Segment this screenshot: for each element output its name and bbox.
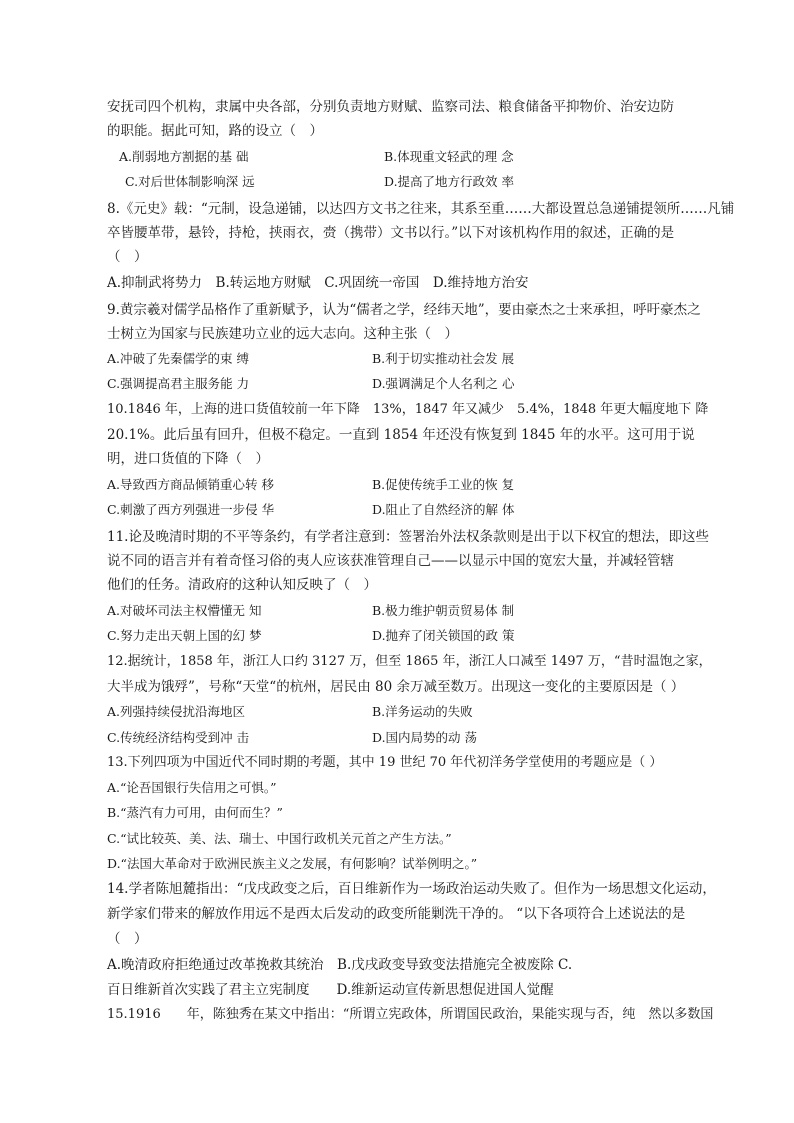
option-a: A.冲破了先秦儒学的束 缚 <box>107 351 249 366</box>
option-a: A.对破坏司法主权懵懂无 知 <box>107 603 262 618</box>
option-c: C.刺激了西方列强进一步侵 华 <box>107 502 275 517</box>
option-a: A.列强持续侵扰沿海地区 <box>107 704 246 719</box>
option-b: B.促使传统手工业的恢 复 <box>372 477 515 492</box>
option-a: A.导致西方商品倾销重心转 移 <box>107 477 274 492</box>
option-b: B.“蒸汽有力可用，由何而生？” <box>107 805 283 820</box>
question-8: 8.《元史》载：“元制，设急递铺，以达四方文书之往来，其系至重……大都设置总急递铺提领所……凡铺 <box>107 201 735 217</box>
text-line: 的职能。据此可知，路的设立（ ） <box>107 123 323 139</box>
option-c: C.“试比较英、美、法、瑞士、中国行政机关元首之产生方法。” <box>107 831 452 846</box>
options-row: A.抑制武将势力 B.转运地方财赋 C.巩固统一帝国 D.维持地方治安 <box>107 275 529 291</box>
text-line: 大半成为饿殍”，号称“天堂“的杭州，居民由 80 余万减至数万。出现这一变化的主要原因是（ ） <box>107 679 685 695</box>
text-line: 说不同的语言并有着奇怪习俗的夷人应该获准管理自己——以显示中国的宽宏大量，并减轻管辖 <box>107 553 674 569</box>
text-line: 卒皆腰革带，悬铃，持枪，挟雨衣，赍（携带）文书以行。”以下对该机构作用的叙述，正确的是 <box>107 225 675 241</box>
text-line: 新学家们带来的解放作用远不是西太后发动的政变所能剿洗干净的。 “以下各项符合上述说法的是 <box>107 906 686 922</box>
option-b: B.洋务运动的失败 <box>372 704 473 719</box>
question-15: 15.1916 年，陈独秀在某文中指出：“所谓立宪政体，所谓国民政治，果能实现与否，纯 然以多数国 <box>107 1007 714 1022</box>
text-line: 明，进口货值的下降（ ） <box>107 451 269 467</box>
options-row: A.晚清政府拒绝通过改革挽救其统治 B.戊戌政变导致变法措施完全被废除 C. <box>107 957 573 973</box>
question-12: 12.据统计，1858 年，浙江人口约 3127 万，但至 1865 年，浙江人口减至 1497 万，“昔时温饱之家， <box>107 654 712 669</box>
option-b: B.利于切实推动社会发 展 <box>372 351 515 366</box>
question-10: 10.1846 年，上海的进口货值较前一年下降 13%，1847 年又减少 5.4%，1848 年更大幅度地下 降 <box>107 402 709 417</box>
text-line: 20.1%。此后虽有回升，但极不稳定。一直到 1854 年还没有恢复到 1845 年的水平。这可用于说 <box>107 427 695 443</box>
option-b: B.极力维护朝贡贸易体 制 <box>372 603 515 618</box>
option-d: D.抛弃了闭关锁国的政 策 <box>372 628 515 643</box>
option-c: C.努力走出天朝上国的幻 梦 <box>107 628 262 643</box>
option-d: D.提高了地方行政效 率 <box>384 174 515 189</box>
question-9: 9.黄宗羲对儒学品格作了重新赋予，认为“儒者之学，经纬天地”，要由豪杰之士来承担，呼吁豪杰之 <box>107 302 701 318</box>
option-d: D.阻止了自然经济的解 体 <box>372 502 515 517</box>
text-line: （ ） <box>107 249 148 265</box>
question-11: 11.论及晚清时期的不平等条约，有学者注意到：签署治外法权条款则是出于以下权宜的想法，即这些 <box>107 529 709 545</box>
option-b: B.体现重文轻武的理 念 <box>384 149 514 164</box>
option-d: D.“法国大革命对于欧洲民族主义之发展，有何影响？试举例明之。” <box>107 856 478 871</box>
text-line: 士树立为国家与民族建功立业的远大志向。这种主张（ ） <box>107 326 458 342</box>
option-c: C.传统经济结构受到冲 击 <box>107 730 250 745</box>
text-line: 他们的任务。清政府的这种认知反映了（ ） <box>107 577 377 593</box>
text-line: 安抚司四个机构，隶属中央各部，分别负责地方财赋、监察司法、粮食储备平抑物价、治安边防 <box>107 99 674 115</box>
question-13: 13.下列四项为中国近代不同时期的考题，其中 19 世纪 70 年代初洋务学堂使用的考题应是（ ） <box>107 755 663 770</box>
option-c: C.强调提高君主服务能 力 <box>107 376 250 391</box>
text-line: （ ） <box>107 931 148 947</box>
option-d: D.强调满足个人名利之 心 <box>372 376 515 391</box>
question-14: 14.学者陈旭麓指出：“戊戌政变之后，百日维新作为一场政治运动失败了。但作为一场思想文化运动， <box>107 881 716 897</box>
option-d: D.国内局势的动 荡 <box>372 730 478 745</box>
options-row: 百日维新首次实践了君主立宪制度 D.维新运动宣传新思想促进国人觉醒 <box>107 982 554 998</box>
option-a: A.削弱地方割据的基 础 <box>119 149 249 164</box>
option-a: A.“论吾国银行失信用之可惧。” <box>107 780 277 795</box>
option-c: C.对后世体制影响深 远 <box>125 174 255 189</box>
